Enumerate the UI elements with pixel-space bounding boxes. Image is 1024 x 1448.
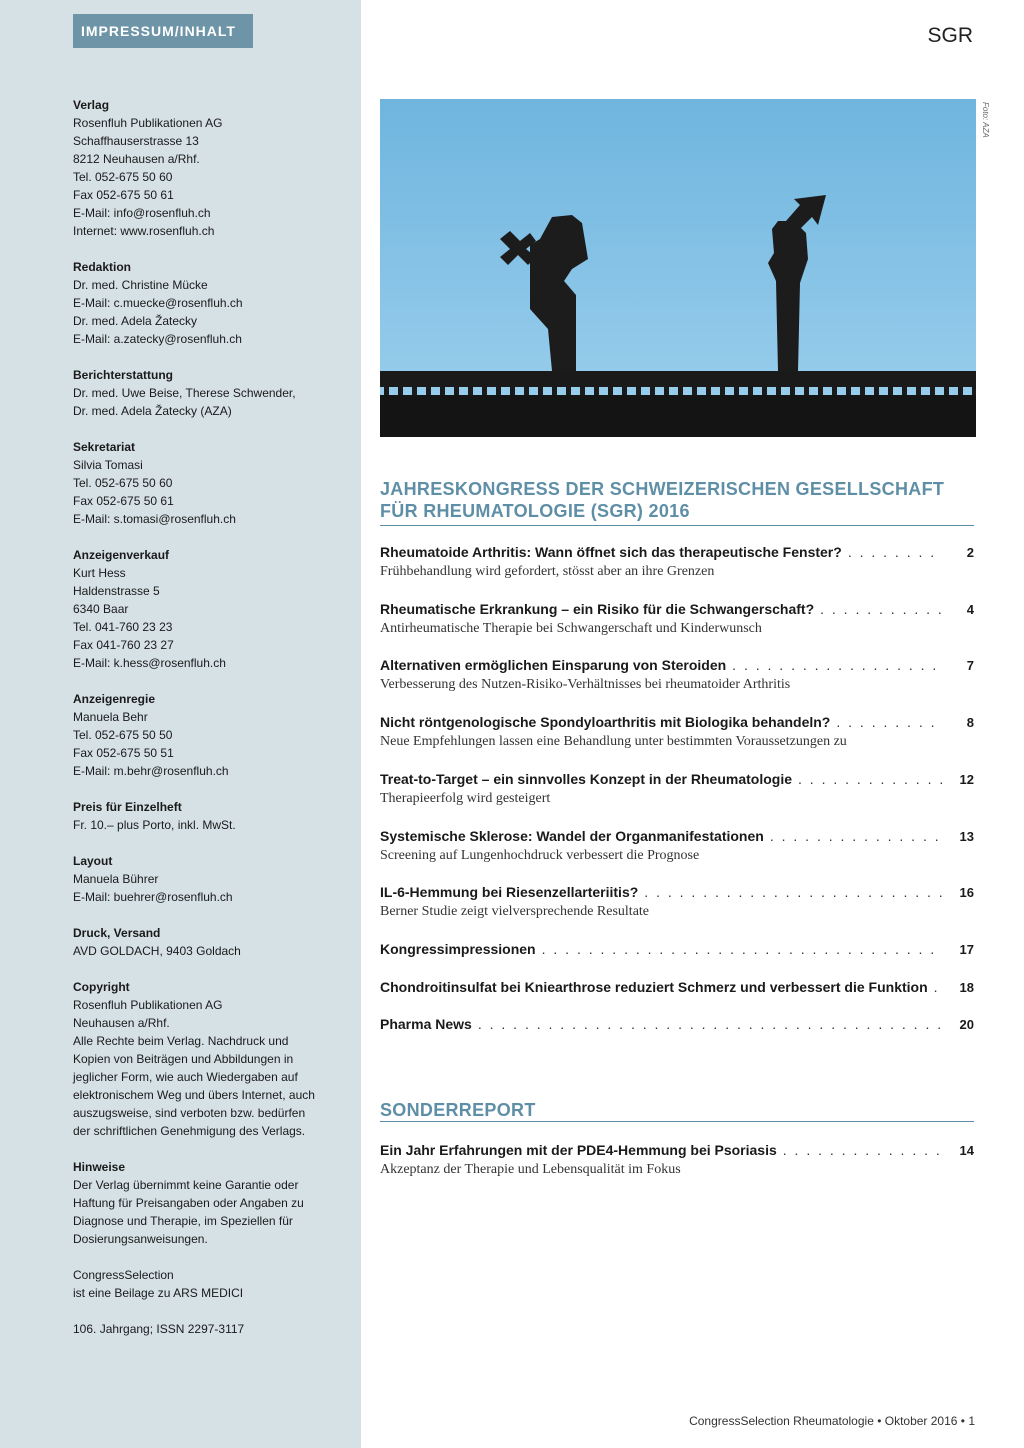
toc-entry[interactable]: [380, 978, 974, 997]
toc-entry[interactable]: [380, 543, 974, 581]
impressum-line: Kurt Hess: [73, 566, 126, 580]
brand-label: SGR: [927, 24, 973, 47]
impressum-line: Manuela Bührer: [73, 872, 159, 886]
toc-leader-dots: [798, 770, 942, 788]
impressum-line: CongressSelection: [73, 1268, 174, 1282]
impressum-line: Tel. 052-675 50 60: [73, 476, 173, 490]
impressum-block: [73, 438, 343, 528]
impressum-heading: Berichterstattung: [73, 368, 174, 382]
impressum-block: [73, 546, 343, 672]
toc-entry[interactable]: [380, 713, 974, 751]
toc-entry-title: IL-6-Hemmung bei Riesenzellarteriitis?: [380, 884, 639, 900]
toc-entry-title: Systemische Sklerose: Wandel der Organmanifestationen: [380, 828, 764, 844]
special-section-title: SONDERREPORT: [380, 1100, 536, 1120]
impressum-block: [73, 366, 343, 420]
impressum-line: Manuela Behr: [73, 710, 148, 724]
title-line-2: FÜR RHEUMATOLOGIE (SGR) 2016: [380, 501, 690, 521]
toc-entry-subtitle: Berner Studie zeigt vielversprechende Resultate: [380, 904, 650, 919]
impressum-heading: Anzeigenverkauf: [73, 548, 170, 562]
impressum-line[interactable]: E-Mail: m.behr@rosenfluh.ch: [73, 764, 229, 778]
impressum-line: Fr. 10.– plus Porto, inkl. MwSt.: [73, 818, 236, 832]
impressum-block: [73, 1158, 343, 1248]
toc-leader-dots: [644, 883, 942, 901]
impressum-line: 106. Jahrgang; ISSN 2297-3117: [73, 1322, 245, 1336]
toc-entry-title: Rheumatische Erkrankung – ein Risiko für die Schwangerschaft?: [380, 601, 815, 617]
toc-entry-subtitle: Antirheumatische Therapie bei Schwangerschaft und Kinderwunsch: [380, 621, 762, 636]
impressum-line: Diagnose und Therapie, im Speziellen für: [73, 1214, 293, 1228]
impressum-line: Alle Rechte beim Verlag. Nachdruck und: [73, 1034, 289, 1048]
impressum-heading: Copyright: [73, 980, 130, 994]
toc-leader-dots: [542, 940, 942, 958]
impressum-line: AVD GOLDACH, 9403 Goldach: [73, 944, 241, 958]
impressum-line: Kopien von Beiträgen und Abbildungen in: [73, 1052, 294, 1066]
photo-credit: Foto: AZA: [981, 102, 990, 138]
toc-page-number: 8: [966, 715, 974, 730]
toc-entry-title: Pharma News: [380, 1016, 472, 1032]
toc-entry-title: Chondroitinsulfat bei Kniearthrose reduziert Schmerz und verbessert die Funktion: [380, 979, 928, 995]
impressum-line: jeglicher Form, wie auch Wiedergaben auf: [73, 1070, 298, 1084]
impressum-line: Tel. 052-675 50 50: [73, 728, 173, 742]
toc-page-number: 2: [966, 545, 974, 560]
toc-entry-subtitle: Therapieerfolg wird gesteigert: [380, 791, 551, 806]
toc-entry-subtitle: Verbesserung des Nutzen-Risiko-Verhältnisses bei rheumatoider Arthritis: [380, 677, 791, 692]
impressum-block: [73, 1320, 343, 1338]
impressum-heading: Layout: [73, 854, 113, 868]
impressum-line[interactable]: E-Mail: buehrer@rosenfluh.ch: [73, 890, 233, 904]
toc-page-number: 17: [959, 942, 974, 957]
toc-entry-subtitle: Neue Empfehlungen lassen eine Behandlung unter bestimmten Voraussetzungen zu: [380, 734, 847, 749]
impressum-block: [73, 96, 343, 240]
impressum-line: Tel. 052-675 50 60: [73, 170, 173, 184]
section-tab: IMPRESSUM/INHALT: [73, 14, 253, 48]
toc-entry[interactable]: [380, 656, 974, 694]
toc-entry[interactable]: [380, 1141, 974, 1179]
impressum-line: der schriftlichen Genehmigung des Verlags.: [73, 1124, 306, 1138]
impressum-line: Silvia Tomasi: [73, 458, 143, 472]
impressum-heading: Redaktion: [73, 260, 132, 274]
impressum-heading: Hinweise: [73, 1160, 126, 1174]
toc-leader-dots: [732, 656, 942, 674]
impressum-line[interactable]: Internet: www.rosenfluh.ch: [73, 224, 215, 238]
impressum-line: Dosierungsanweisungen.: [73, 1232, 208, 1246]
toc-entry-subtitle: Screening auf Lungenhochdruck verbessert die Prognose: [380, 848, 700, 863]
impressum-line: Fax 052-675 50 51: [73, 746, 174, 760]
impressum-line[interactable]: E-Mail: k.hess@rosenfluh.ch: [73, 656, 226, 670]
impressum-line[interactable]: E-Mail: s.tomasi@rosenfluh.ch: [73, 512, 236, 526]
toc-leader-dots: [836, 713, 942, 731]
toc-entry[interactable]: [380, 600, 974, 638]
impressum-line: Rosenfluh Publikationen AG: [73, 998, 223, 1012]
toc-entry-subtitle: Frühbehandlung wird gefordert, stösst aber an ihre Grenzen: [380, 564, 715, 579]
impressum-line: Fax 041-760 23 27: [73, 638, 174, 652]
impressum-line: Dr. med. Uwe Beise, Therese Schwender,: [73, 386, 296, 400]
impressum-line: Fax 052-675 50 61: [73, 188, 174, 202]
impressum-line: Dr. med. Adela Žatecky: [73, 314, 198, 328]
toc-page-number: 16: [959, 885, 974, 900]
impressum-line: Schaffhauserstrasse 13: [73, 134, 199, 148]
toc-page-number: 18: [959, 980, 974, 995]
impressum-line: Der Verlag übernimmt keine Garantie oder: [73, 1178, 299, 1192]
impressum-line: 8212 Neuhausen a/Rhf.: [73, 152, 200, 166]
impressum-line: Dr. med. Christine Mücke: [73, 278, 208, 292]
toc-leader-dots: [770, 827, 942, 845]
impressum-block: [73, 798, 343, 834]
impressum-line[interactable]: E-Mail: info@rosenfluh.ch: [73, 206, 211, 220]
toc-page-number: 4: [966, 602, 974, 617]
impressum-block: [73, 978, 343, 1140]
impressum-line: Neuhausen a/Rhf.: [73, 1016, 170, 1030]
toc-leader-dots: [848, 543, 942, 561]
impressum-block: [73, 852, 343, 906]
toc-entry-title: Alternativen ermöglichen Einsparung von Steroiden: [380, 657, 727, 673]
toc-page-number: 20: [959, 1017, 974, 1032]
impressum-line: auszugsweise, sind verboten bzw. bedürfen: [73, 1106, 306, 1120]
impressum-line: ist eine Beilage zu ARS MEDICI: [73, 1286, 244, 1300]
toc-entry[interactable]: [380, 1015, 974, 1034]
toc-leader-dots: [478, 1015, 942, 1033]
toc-entry-title: Treat-to-Target – ein sinnvolles Konzept in der Rheumatologie: [380, 771, 793, 787]
impressum-block: [73, 924, 343, 960]
toc-entry[interactable]: [380, 940, 974, 959]
impressum-line: Haftung für Preisangaben oder Angaben zu: [73, 1196, 304, 1210]
toc-entry-title: Rheumatoide Arthritis: Wann öffnet sich das therapeutische Fenster?: [380, 544, 842, 560]
impressum-line: 6340 Baar: [73, 602, 129, 616]
toc-leader-dots: [820, 600, 942, 618]
toc-entry-subtitle: Akzeptanz der Therapie und Lebensqualität im Fokus: [380, 1162, 681, 1177]
impressum-block: [73, 258, 343, 348]
toc-page-number: 13: [959, 829, 974, 844]
impressum-block: [73, 690, 343, 780]
impressum-heading: Verlag: [73, 98, 110, 112]
impressum-heading: Sekretariat: [73, 440, 136, 454]
toc-entry[interactable]: [380, 827, 974, 865]
section-rule-special: [380, 1121, 974, 1122]
main-section-title: [380, 478, 944, 522]
impressum-heading: Preis für Einzelheft: [73, 800, 182, 814]
impressum: [73, 96, 343, 1356]
toc-page-number: 14: [959, 1143, 974, 1158]
toc-page-number: 7: [966, 658, 974, 673]
impressum-line: Tel. 041-760 23 23: [73, 620, 173, 634]
impressum-heading: Anzeigenregie: [73, 692, 156, 706]
impressum-heading: Druck, Versand: [73, 926, 161, 940]
cover-photo: [380, 99, 976, 437]
page-footer: CongressSelection Rheumatologie • Oktober 2016 • 1: [689, 1414, 975, 1428]
impressum-line[interactable]: E-Mail: c.muecke@rosenfluh.ch: [73, 296, 243, 310]
toc-entry-title: Nicht röntgenologische Spondyloarthritis mit Biologika behandeln?: [380, 714, 831, 730]
toc-entry[interactable]: [380, 770, 974, 808]
toc-page-number: 12: [959, 772, 974, 787]
impressum-line: Dr. med. Adela Žatecky (AZA): [73, 404, 232, 418]
impressum-line[interactable]: E-Mail: a.zatecky@rosenfluh.ch: [73, 332, 242, 346]
impressum-line[interactable]: elektronischem Weg und übers Internet, auch: [73, 1088, 315, 1102]
impressum-line: Rosenfluh Publikationen AG: [73, 116, 223, 130]
section-rule: [380, 525, 974, 526]
toc-leader-dots: [783, 1141, 942, 1159]
impressum-block: [73, 1266, 343, 1302]
impressum-line: Haldenstrasse 5: [73, 584, 160, 598]
toc-entry-title: Ein Jahr Erfahrungen mit der PDE4-Hemmung bei Psoriasis: [380, 1142, 777, 1158]
impressum-line: Fax 052-675 50 61: [73, 494, 174, 508]
title-line-1: JAHRESKONGRESS DER SCHWEIZERISCHEN GESELLSCHAFT: [380, 479, 945, 499]
toc-entry[interactable]: [380, 883, 974, 921]
toc-leader-dots: [934, 978, 942, 996]
toc-entry-title: Kongressimpressionen: [380, 941, 536, 957]
